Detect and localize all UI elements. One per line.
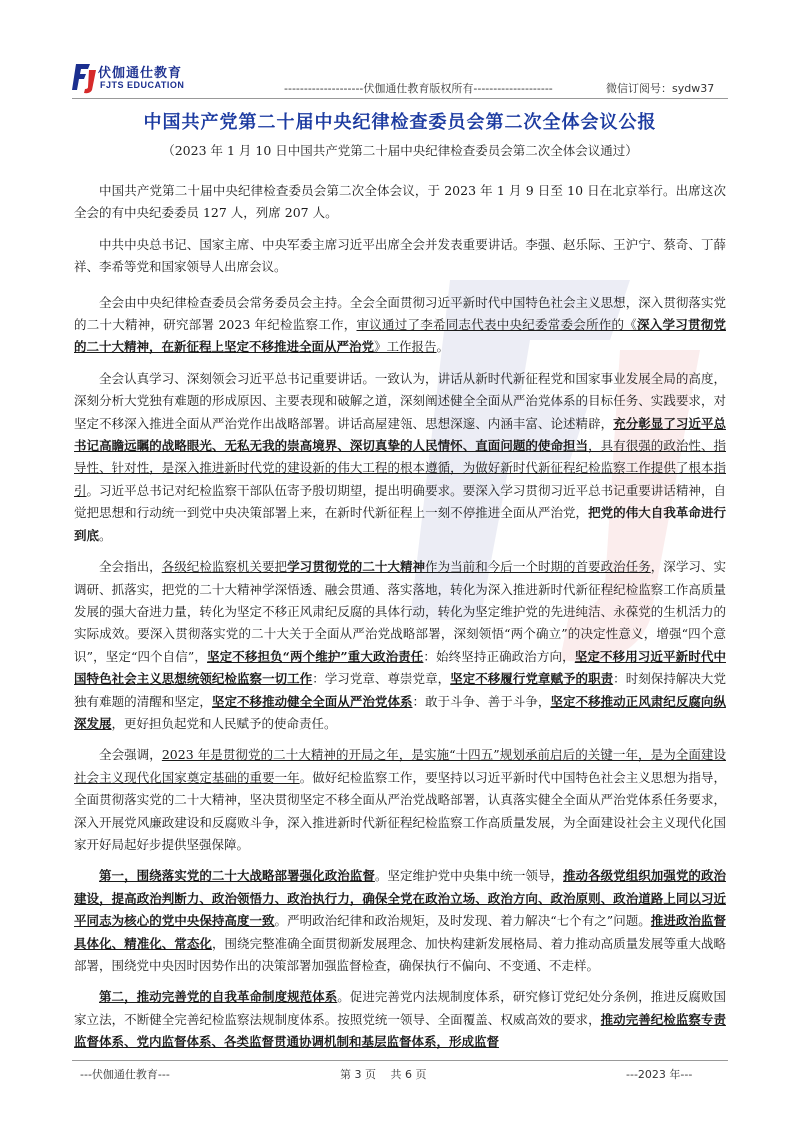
text-run: 。习近平总书记对纪检监察干部队伍寄予殷切期望，提出明确要求。要深入学习贯彻习近平总书记重要讲话精神，自觉把思想和行动统一到党中央决策部署上来，在新时代新征程上一刻不停推进全面从严治党，: [74, 482, 726, 521]
copyright-notice: --------------------伏伽通仕教育版权所有--------------------: [284, 82, 553, 95]
brand-logo: [72, 60, 212, 96]
paragraph-5: [74, 556, 726, 735]
text-run: 。坚定维护党中央集中统一领导，: [374, 868, 563, 884]
text-run: ：学习党章、尊崇党章，: [312, 671, 451, 687]
page-header: [0, 0, 800, 100]
text-run: 。促进完善党内法规制度体系，研究修订党纪处分条例，推进反腐败国家立法，不断健全完善纪检监察法规制度体系。按照党统一领导、全面覆盖、权威高效的要求，: [74, 989, 726, 1027]
text-run: 。做好纪检监察工作，要坚持以习近平新时代中国特色社会主义思想为指导，全面贯彻落实党的二十大精神，坚决贯彻坚定不移全面从严治党战略部署，认真落实健全全面从严治党体系任务要求，深入开展党风廉政建设和反腐败斗争，深入推进新时代新征程纪检监察工作高质量发展，为全面建设社会主义现代化国家开好局起好步提供坚强保障。: [74, 769, 726, 852]
bold-text: 把党的伟大自我革命进行到底: [74, 505, 726, 543]
emphasized-text: 深入学习贯彻党的二十大精神，在新征程上坚定不移推进全面从严治党: [74, 317, 726, 355]
emphasized-text: 推动完善纪检监察专责监督体系、党内监督体系、各类监督贯通协调机制和基层监督体系，形成监督: [74, 1011, 726, 1050]
paragraph-3: [74, 292, 726, 359]
section-heading: 第一，围绕落实党的二十大战略部署强化政治监督: [99, 868, 375, 884]
footer-divider: [72, 1060, 728, 1061]
underlined-text: 各级纪检监察机关要把: [161, 559, 288, 575]
underlined-text: 审议通过了李希同志代表中央纪委常委会所作的《: [356, 317, 637, 333]
paragraph-7: [74, 865, 726, 977]
text-run: 。: [99, 527, 112, 543]
text-run: ：始终坚持正确政治方向，: [423, 648, 575, 664]
text-run: ，更好担负起党和人民赋予的使命责任。: [111, 715, 337, 731]
paragraph-8: [74, 986, 726, 1053]
text-run: ：时刻保持解决大党独有难题的清醒和坚定，: [74, 671, 726, 709]
paragraph-4: [74, 368, 726, 547]
document-title: 中国共产党第二十届中央纪律检查委员会第二次全体会议公报: [143, 112, 657, 133]
logo-text-en: FJTS EDUCATION: [100, 80, 185, 90]
page-number: 第 3 页 共 6 页: [340, 1068, 427, 1081]
text-run: ：敢于斗争、善于斗争，: [412, 693, 551, 709]
emphasized-text: 坚定不移推动正风肃纪反腐向纵深发展: [74, 693, 726, 731]
text-run: 全会强调，: [99, 747, 162, 763]
underlined-text: 》工作报告: [374, 339, 437, 355]
emphasized-text: 学习贯彻党的二十大精神: [287, 559, 426, 575]
text-run: 全会指出，: [99, 559, 162, 575]
paragraph-2: 中共中央总书记、国家主席、中央军委主席习近平出席全会并发表重要讲话。李强、赵乐际、王沪宁、蔡奇、丁薛祥、李希等党和国家领导人出席会议。: [74, 236, 726, 275]
underlined-text: 2023 年是贯彻党的二十大精神的开局之年，是实施“十四五”规划承前启后的关键一年，是为全面建设社会主义现代化国家奠定基础的重要一年: [74, 747, 726, 785]
footer-brand: ---伏伽通仕教育---: [80, 1068, 170, 1081]
text-run: 全会由中央纪律检查委员会常务委员会主持。全会全面贯彻习近平新时代中国特色社会主义思想，深入贯彻落实党的二十大精神，研究部署 2023 年纪检监察工作，: [74, 294, 726, 333]
footer-year: ---2023 年---: [626, 1068, 693, 1081]
header-divider: [72, 98, 728, 99]
underlined-text: ，具有很强的政治性、指导性、针对性，是深入推进新时代党的建设新的伟大工程的根本遵循，为做好新时代新征程纪检监察工作提供了根本指引: [74, 438, 726, 498]
wechat-id: 微信订阅号：sydw37: [606, 82, 715, 95]
section-heading: 第二，推动完善党的自我革命制度规范体系: [99, 989, 338, 1005]
document-subtitle: （2023 年 1 月 10 日中国共产党第二十届中央纪律检查委员会第二次全体会议通过）: [162, 143, 638, 158]
emphasized-text: 坚定不移推动健全全面从严治党体系: [211, 693, 413, 709]
text-run: 全会认真学习、深刻领会习近平总书记重要讲话。一致认为，讲话从新时代新征程党和国家事业发展全局的高度，深刻分析大党独有难题的形成原因、主要表现和破解之道，深刻阐述健全全面从严治党体系的目标任务、实践要求，对坚定不移深入推进全面从严治党作出战略部署。讲话高屋建瓴、思想深邃、内涵丰富、论述精辟，: [74, 370, 726, 431]
paragraph-6: [74, 744, 726, 856]
text-run: 。严明政治纪律和政治规矩，及时发现、着力解决“七个有之”问题。: [274, 913, 651, 929]
emphasized-text: 推进政治监督具体化、精准化、常态化: [74, 913, 726, 951]
emphasized-text: 推动各级党组织加强党的政治建设，提高政治判断力、政治领悟力、政治执行力，确保全党在政治立场、政治方向、政治原则、政治道路上同以习近平同志为核心的党中央保持高度一致: [74, 868, 726, 929]
underlined-text: 作为当前和今后一个时期的首要政治任务: [425, 559, 651, 575]
paragraph-1: 中国共产党第二十届中央纪律检查委员会第二次全体会议，于 2023 年 1 月 9 日至 10 日在北京举行。出席这次全会的有中央纪委委员 127 人，列席 207 人。: [74, 183, 726, 221]
logo-text-cn: 伏伽通仕教育: [98, 66, 183, 81]
emphasized-text: 坚定不移履行党章赋予的职责: [450, 671, 614, 687]
emphasized-text: 坚定不移担负“两个维护”重大政治责任: [207, 648, 424, 664]
text-run: 。: [436, 339, 450, 355]
emphasized-text: 坚定不移用习近平新时代中国特色社会主义思想统领纪检监察一切工作: [74, 648, 726, 687]
emphasized-text: 充分彰显了习近平总书记高瞻远瞩的战略眼光、无私无我的崇高境界、深切真挚的人民情怀、直面问题的使命担当: [74, 415, 726, 454]
logo-mark-icon: [72, 60, 98, 94]
text-run: ，深学习、实调研、抓落实，把党的二十大精神学深悟透、融会贯通、落实落地，转化为深入推进新时代新征程纪检监察工作高质量发展的强大奋进力量，转化为坚定不移正风肃纪反腐的具体行动，转化为坚定维护党的先进纯洁、永葆党的生机活力的实际成效。要深入贯彻落实党的二十大关于全面从严治党战略部署，深刻领悟“两个确立”的决定性意义，增强“四个意识”，坚定“四个自信”，: [74, 559, 726, 664]
text-run: ，围绕完整准确全面贯彻新发展理念、加快构建新发展格局、着力推动高质量发展等重大战略部署，围绕党中央因时因势作出的决策部署加强监督检查，确保执行不偏向、不变通、不走样。: [74, 935, 726, 973]
page-footer: [0, 1060, 800, 1090]
document-body: [74, 180, 726, 1063]
